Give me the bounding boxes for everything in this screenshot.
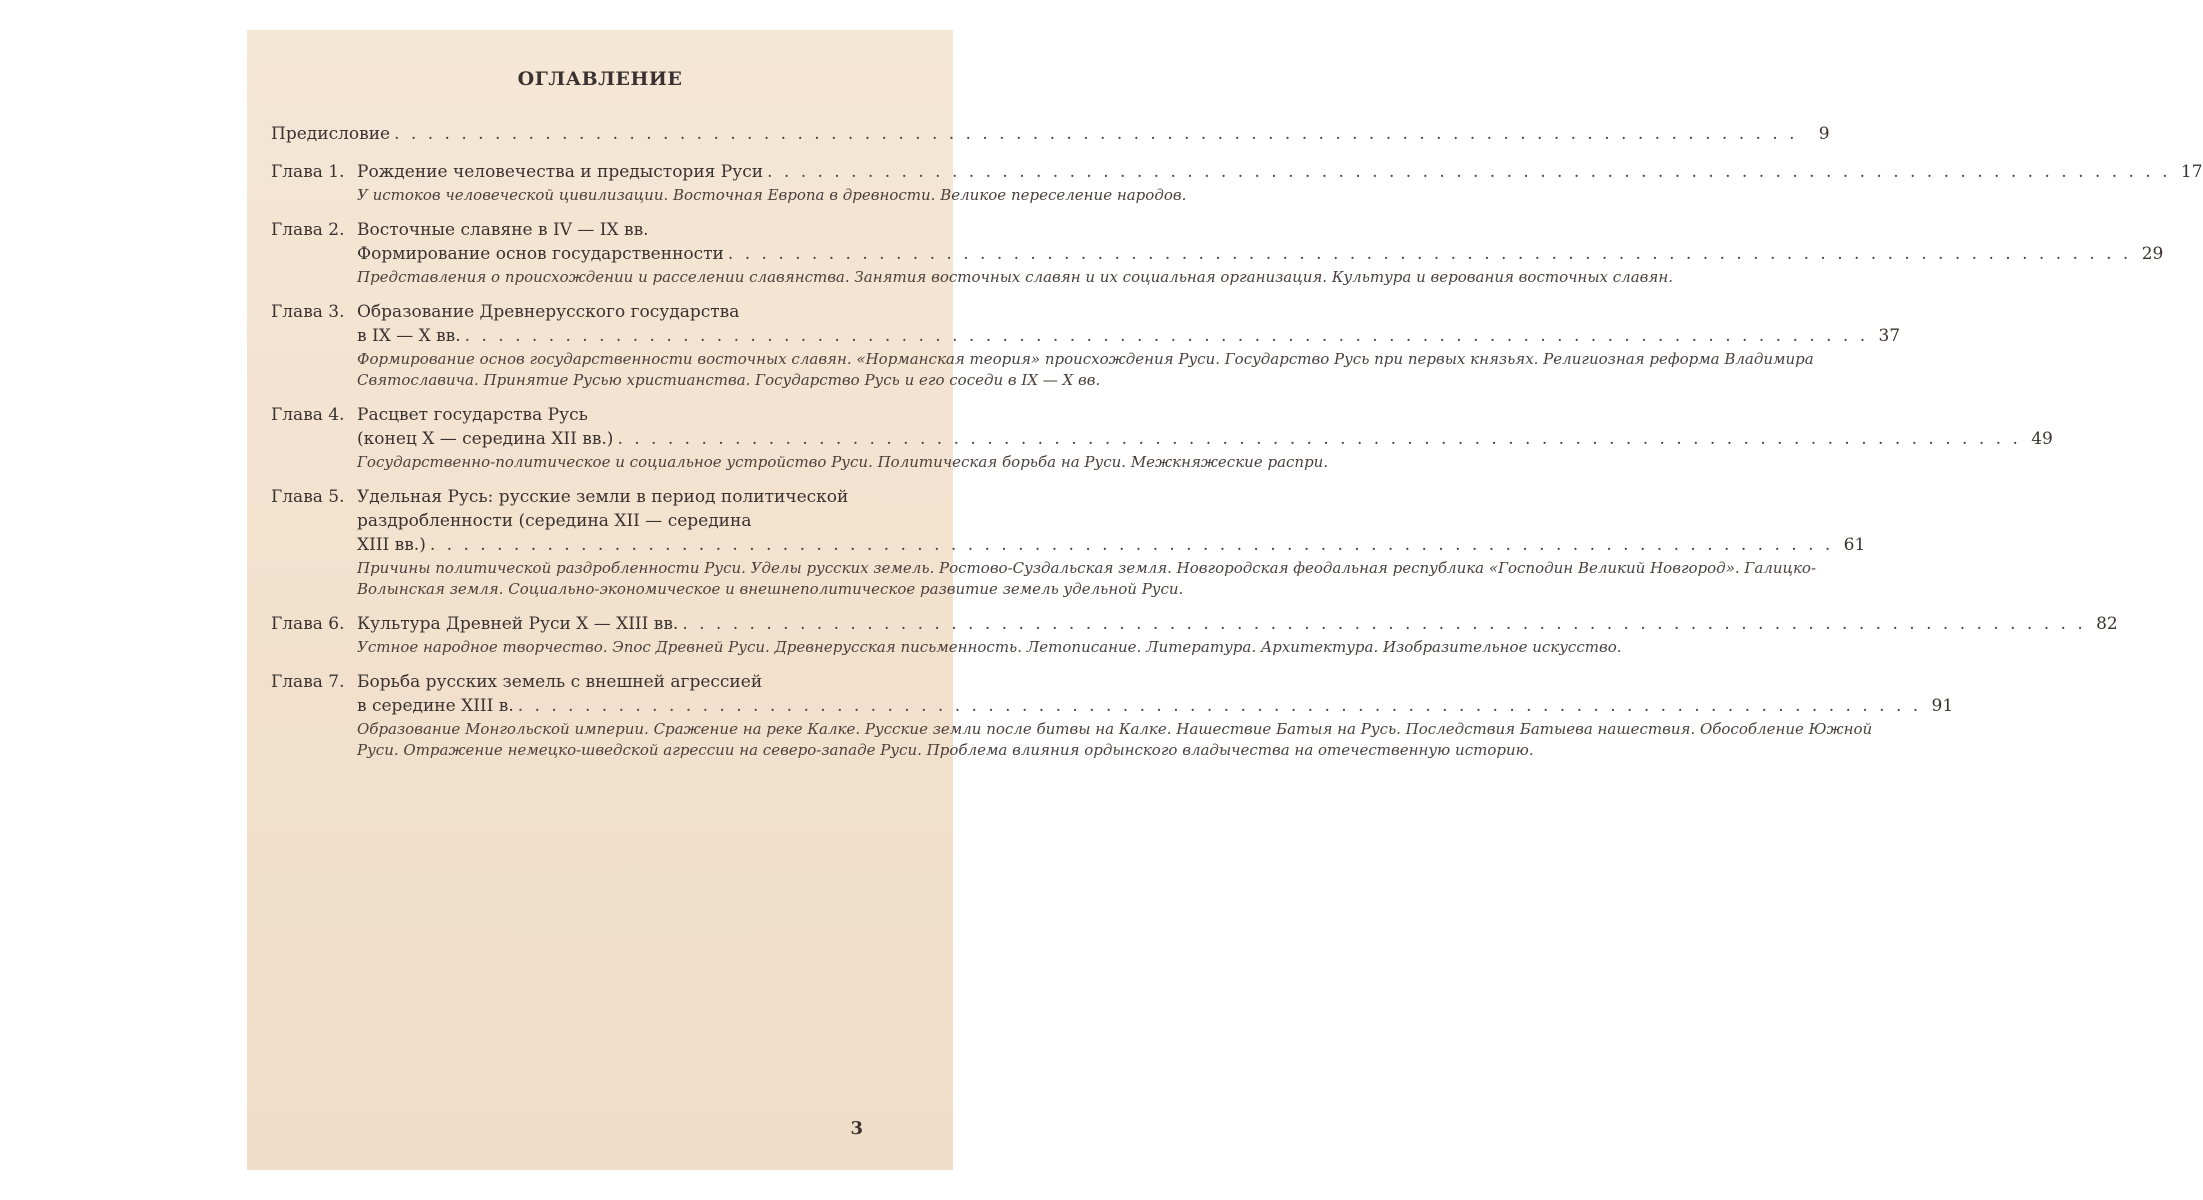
chapter-title-last-line: (конец X — середина XII вв.) (357, 429, 614, 449)
chapter-body (357, 300, 1900, 391)
chapter-body (357, 485, 1865, 600)
book-page (247, 30, 2203, 1170)
page-heading: ОГЛАВЛЕНИЕ (517, 68, 683, 90)
toc-entry-chapter-5[interactable] (271, 485, 1866, 600)
chapter-title-last-line: в IX — X вв. (357, 326, 461, 346)
dot-leader (767, 160, 2170, 184)
chapter-title-line: Удельная Русь: русские земли в период политической (357, 487, 849, 507)
toc-entry-chapter-6[interactable] (271, 612, 2118, 658)
chapter-title-line: Образование Древнерусского государства (357, 302, 740, 322)
chapter-title-row (357, 242, 2163, 266)
chapter-page-number: 37 (1878, 326, 1901, 346)
table-of-contents (271, 122, 2203, 773)
preface-title: Предисловие (271, 124, 391, 144)
dot-leader (394, 122, 1797, 146)
chapter-title-last-line: Формирование основ государственности (357, 244, 724, 264)
chapter-title-last-line: Рождение человечества и предыстория Руси (357, 162, 764, 182)
chapter-label: Глава 1. (271, 162, 345, 182)
chapter-title-last-line: в середине XIII в. (357, 696, 514, 716)
toc-entry-chapter-1[interactable] (271, 160, 2203, 206)
chapter-title-line: Расцвет государства Русь (357, 405, 588, 425)
dot-leader (430, 533, 1833, 557)
chapter-description: Государственно-политическое и социальное устройство Руси. Политическая борьба на Руси. Межкняжеские распри. (357, 453, 1329, 471)
chapter-page-number: 49 (2031, 429, 2053, 449)
dot-leader (518, 694, 1921, 718)
chapter-title-line: Борьба русских земель с внешней агрессией (357, 672, 763, 692)
dot-leader (728, 242, 2131, 266)
toc-entry-chapter-7[interactable] (271, 670, 1954, 761)
chapter-page-number: 17 (2180, 162, 2203, 182)
chapter-page-number: 61 (1843, 535, 1866, 555)
toc-preface[interactable] (271, 122, 1830, 146)
chapter-title-last-line: XIII вв.) (357, 535, 426, 555)
chapter-body (357, 403, 2053, 473)
chapter-body (357, 670, 1953, 761)
chapter-title-row (357, 324, 1900, 348)
chapter-label: Глава 2. (271, 220, 345, 240)
chapter-title-line: Восточные славяне в IV — IX вв. (357, 220, 649, 240)
chapter-page-number: 29 (2141, 244, 2164, 264)
chapter-page-number: 91 (1931, 696, 1954, 716)
chapter-title-row (357, 612, 2118, 636)
dot-leader (465, 324, 1868, 348)
chapter-label: Глава 7. (271, 672, 345, 692)
chapter-body (357, 160, 2203, 206)
chapter-body (357, 612, 2118, 658)
chapter-title-line: раздробленности (середина XII — середина (357, 511, 752, 531)
chapter-title-row (357, 427, 2053, 451)
page-number: 3 (850, 1118, 863, 1139)
toc-entry-chapter-2[interactable] (271, 218, 2164, 288)
chapter-description: Причины политической раздробленности Руси. Уделы русских земель. Ростово-Суздальская земля. Новгородская феодальная республика «Господин Великий Новгород». Галицко-Волынская земля. Социально-экономическое и внешнеполитическое развитие земель удельной Руси. (357, 559, 1817, 598)
chapter-title-row (357, 160, 2203, 184)
chapter-description: Устное народное творчество. Эпос Древней Руси. Древнерусская письменность. Летописание. Литература. Архитектура. Изобразительное искусство. (357, 638, 1622, 656)
chapter-description: Формирование основ государственности восточных славян. «Норманская теория» происхождения Руси. Государство Русь при первых князьях. Религиозная реформа Владимира Святославича. Принятие Русью христианства. Государство Русь и его соседи в IX — X вв. (357, 350, 1814, 389)
chapter-list (271, 160, 2203, 761)
chapter-label: Глава 4. (271, 405, 345, 425)
preface-page: 9 (1818, 124, 1830, 144)
chapter-title-row (357, 533, 1865, 557)
chapter-description: Представления о происхождении и расселении славянства. Занятия восточных славян и их социальная организация. Культура и верования восточных славян. (357, 268, 1673, 286)
chapter-page-number: 82 (2096, 614, 2118, 634)
chapter-description: Образование Монгольской империи. Сражение на реке Калке. Русские земли после битвы на Калке. Нашествие Батыя на Русь. Последствия Батыева нашествия. Обособление Южной Руси. Отражение немецко-шведской агрессии на северо-западе Руси. Проблема влияния ордынского владычества на отечественную историю. (357, 720, 1873, 759)
dot-leader (617, 427, 2020, 451)
chapter-label: Глава 6. (271, 614, 345, 634)
toc-entry-chapter-3[interactable] (271, 300, 1901, 391)
chapter-label: Глава 5. (271, 487, 345, 507)
chapter-title-last-line: Культура Древней Руси X — XIII вв. (357, 614, 679, 634)
chapter-label: Глава 3. (271, 302, 345, 322)
toc-entry-chapter-4[interactable] (271, 403, 2053, 473)
dot-leader (682, 612, 2085, 636)
chapter-body (357, 218, 2163, 288)
chapter-description: У истоков человеческой цивилизации. Восточная Европа в древности. Великое переселение народов. (357, 186, 1187, 204)
chapter-title-row (357, 694, 1953, 718)
